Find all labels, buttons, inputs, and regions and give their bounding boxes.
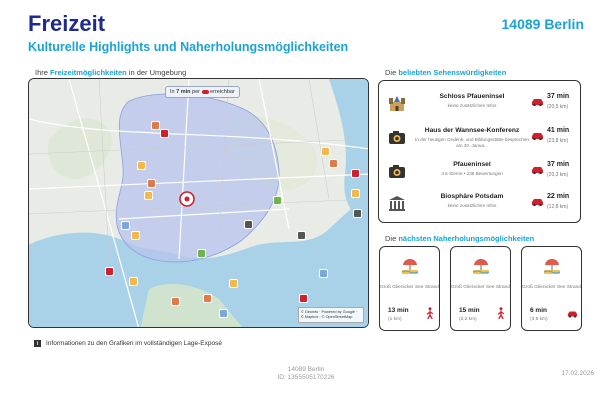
car-icon [202,90,209,94]
sight-time: 37 min [547,93,570,100]
poi-marker[interactable] [144,191,153,200]
poi-marker[interactable] [351,169,360,178]
sights-label-prefix: Die [385,68,399,77]
banner-mid: per [190,89,202,95]
recreation-time: 13 min [388,307,409,314]
poi-marker[interactable] [147,179,156,188]
car-icon [531,97,544,106]
poi-marker[interactable] [321,147,330,156]
reachability-banner [165,86,240,98]
poi-marker[interactable] [137,161,146,170]
museum-icon [388,195,406,211]
recreation-card[interactable] [521,246,582,331]
map-label-suffix: in der Umgebung [126,68,187,77]
footer-center [0,366,612,382]
walking-icon [424,307,436,319]
banner-suffix: erreichbar [208,89,235,95]
map-label-prefix: Ihre [35,68,51,77]
poi-marker[interactable] [203,294,212,303]
poi-marker[interactable] [131,231,140,240]
info-line [34,340,222,347]
footer-city: 14089 Berlin [287,366,325,373]
poi-marker[interactable] [319,269,328,278]
recreation-label-bold: nächsten Naherholungsmöglichkeiten [398,234,535,243]
page-title: Freizeit [28,11,106,36]
sight-sub: keine zusätzlichen Infos [447,203,497,208]
camera-icon [388,163,406,179]
poi-marker[interactable] [273,196,282,205]
recreation-dist: (3,9 km) [530,317,548,322]
sight-time: 22 min [547,193,570,200]
recreation-name: Groß Glienicker See Strand [380,285,439,290]
poi-marker[interactable] [160,129,169,138]
beach-icon [401,257,419,275]
recreation-dist: (2,2 km) [459,317,477,322]
car-icon [566,309,579,319]
sight-dist: (12,8 km) [547,204,569,210]
sight-sub: keine zusätzlichen Infos [447,103,497,108]
poi-marker[interactable] [353,209,362,218]
car-icon [531,131,544,140]
sights-box [378,80,581,223]
sight-name: Biosphäre Potsdam [440,193,504,200]
poi-marker[interactable] [329,159,338,168]
footer-date: 17.02.2026 [561,370,594,377]
map-attribution: © Geoinfo · Powered by Google · © Mapbox · © OpenStreetMap [298,307,364,323]
info-text: Informationen zu den Grafiken im vollständigen Lage-Exposé [46,340,222,347]
sight-dist: (20,5 km) [547,104,569,110]
map-section-label [35,68,186,77]
sight-time: 41 min [547,127,570,134]
car-icon [531,197,544,206]
poi-marker[interactable] [105,267,114,276]
recreation-card[interactable] [450,246,511,331]
map-label-bold: Freizeitmöglichkeiten [50,68,127,77]
sight-sub: 4.5 Sterne • 236 Bewertungen [441,171,503,176]
city-label: 14089 Berlin [501,16,584,32]
banner-time: 7 min [176,89,191,95]
page-subtitle: Kulturelle Highlights und Naherholungsmöglichkeiten [28,40,349,54]
sight-name: Schloss Pfaueninsel [439,93,505,100]
map-graphic [29,79,369,328]
camera-icon [388,129,406,145]
sight-item[interactable] [379,155,580,185]
recreation-dist: (1 km) [388,317,402,322]
recreation-section-label [385,234,534,243]
sight-name: Pfaueninsel [453,161,491,168]
poi-marker[interactable] [219,309,228,318]
leisure-map[interactable] [28,78,369,328]
recreation-card[interactable] [379,246,440,331]
recreation-time: 6 min [530,307,547,314]
sight-item[interactable] [379,121,580,151]
sight-dist: (20,3 km) [547,172,569,178]
car-icon [531,165,544,174]
poi-marker[interactable] [299,294,308,303]
poi-marker[interactable] [197,249,206,258]
poi-marker[interactable] [229,279,238,288]
poi-marker[interactable] [151,121,160,130]
recreation-name: Groß Glienicker See Strand [451,285,510,290]
banner-prefix: In [170,89,177,95]
recreation-time: 15 min [459,307,480,314]
poi-marker[interactable] [297,231,306,240]
poi-marker[interactable] [121,221,130,230]
poi-marker[interactable] [171,297,180,306]
sight-time: 37 min [547,161,570,168]
poi-marker[interactable] [244,220,253,229]
info-icon: i [34,340,41,347]
castle-icon [388,95,406,111]
recreation-name: Groß Glienicker See Strand [522,285,581,290]
sight-item[interactable] [379,87,580,117]
poi-marker[interactable] [129,277,138,286]
beach-icon [543,257,561,275]
sights-label-bold: beliebten Sehenswürdigkeiten [398,68,507,77]
sights-section-label [385,68,506,77]
footer-id: ID: 1355505170226 [277,374,335,381]
sight-dist: (23,8 km) [547,138,569,144]
sight-item[interactable] [379,187,580,217]
beach-icon [472,257,490,275]
sight-name: Haus der Wannsee-Konferenz [424,127,520,134]
poi-marker[interactable] [351,189,360,198]
recreation-label-prefix: Die [385,234,399,243]
sight-sub: In der heutigen Gedenk- und Bildungsstätte besprechen am 20. Janua... [415,137,529,148]
walking-icon [495,307,507,319]
